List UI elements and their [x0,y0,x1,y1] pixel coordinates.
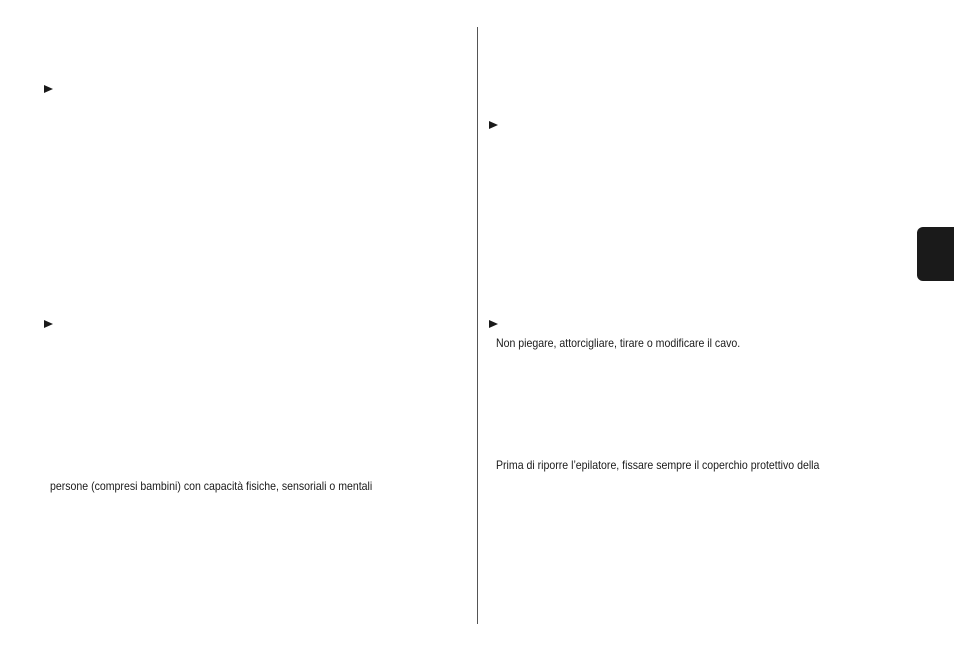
text-line-persons: persone (compresi bambini) con capacità fisiche, sensoriali o mentali [50,479,373,493]
triangle-bullet-icon [44,320,53,328]
triangle-bullet-icon [489,121,498,129]
triangle-bullet-icon [44,85,53,93]
column-divider [477,27,478,624]
text-line-cable: Non piegare, attorcigliare, tirare o modificare il cavo. [496,336,741,350]
triangle-bullet-icon [489,320,498,328]
text-line-storage: Prima di riporre l’epilatore, fissare sempre il coperchio protettivo della [496,458,820,472]
section-tab [917,227,954,281]
